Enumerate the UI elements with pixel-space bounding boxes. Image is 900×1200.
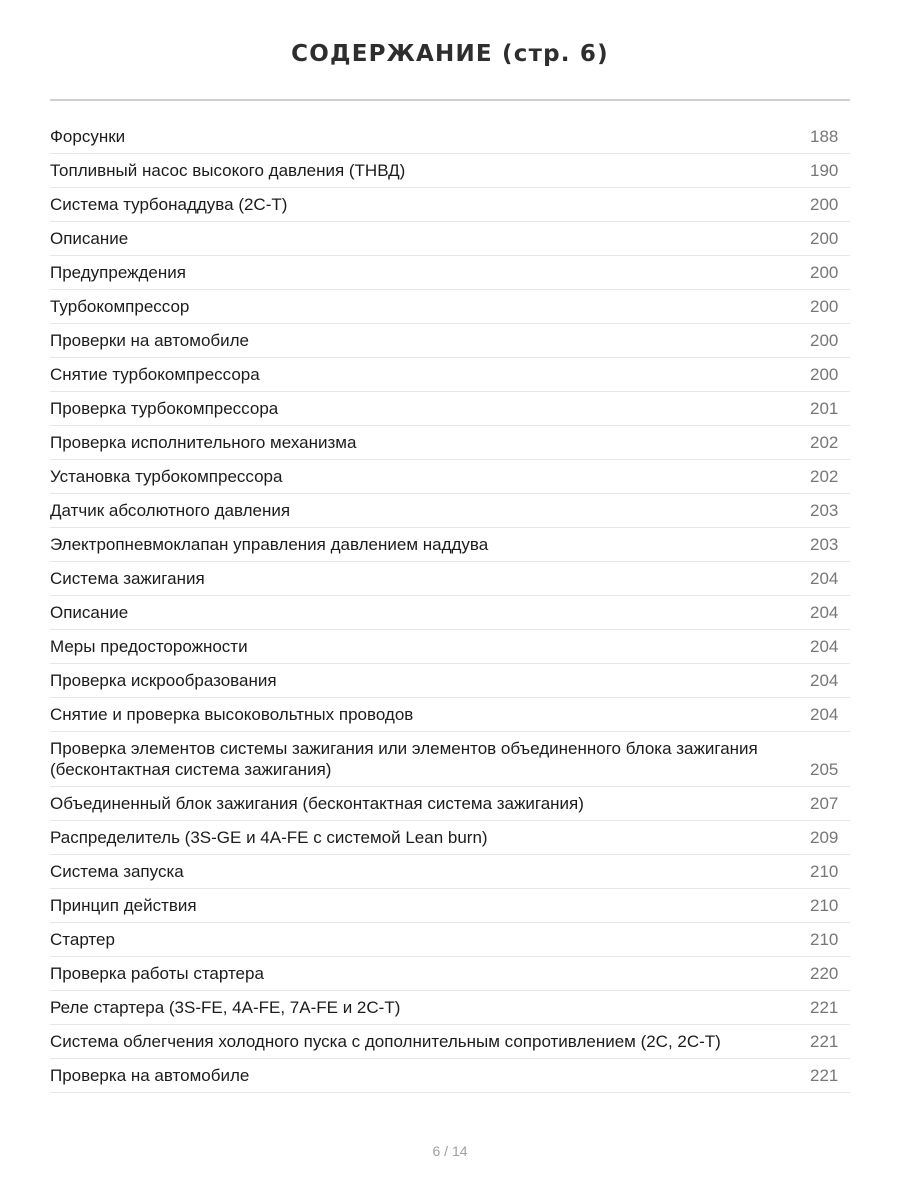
toc-entry[interactable] — [50, 957, 850, 991]
toc-entry[interactable] — [50, 120, 850, 154]
toc-entry-page: 209 — [810, 828, 839, 847]
toc-entry-title: Проверка на автомобиле — [50, 1066, 250, 1085]
toc-entry-title: Объединенный блок зажигания (бесконтактная система зажигания) — [50, 794, 584, 813]
toc-entry-title: Установка турбокомпрессора — [50, 467, 283, 486]
toc-entry-title: Система облегчения холодного пуска с дополнительным сопротивлением (2С, 2С-Т) — [50, 1032, 721, 1051]
toc-entry-title: Система турбонаддува (2С-Т) — [50, 195, 288, 214]
toc-entry[interactable] — [50, 855, 850, 889]
toc-entry-title: Проверка искрообразования — [50, 671, 277, 690]
toc-entry[interactable] — [50, 889, 850, 923]
toc-entry-title: Топливный насос высокого давления (ТНВД) — [50, 161, 406, 180]
toc-entry-page: 207 — [810, 794, 839, 813]
toc-entry[interactable] — [50, 562, 850, 596]
toc-entry-title: Проверка элементов системы зажигания или элементов объединенного блока зажигания (бесконтактная система зажигания) — [50, 739, 758, 779]
toc-entry-page: 221 — [810, 998, 839, 1017]
toc-entry-title: Описание — [50, 229, 129, 248]
toc-entry[interactable] — [50, 290, 850, 324]
toc-entry-title: Проверка исполнительного механизма — [50, 433, 357, 452]
toc-entry-title: Реле стартера (3S-FE, 4A-FE, 7A-FE и 2С-Т) — [50, 998, 401, 1017]
toc-entry-title: Турбокомпрессор — [50, 297, 190, 316]
toc-entry[interactable] — [50, 528, 850, 562]
toc-entry[interactable] — [50, 256, 850, 290]
toc-entry-page: 204 — [810, 671, 839, 690]
toc-entry[interactable] — [50, 324, 850, 358]
toc-entry[interactable] — [50, 787, 850, 821]
toc-entry-title: Форсунки — [50, 127, 126, 146]
title-divider — [50, 99, 850, 101]
toc-entry-page: 221 — [810, 1032, 839, 1051]
toc-entry[interactable] — [50, 358, 850, 392]
toc-entry-title: Предупреждения — [50, 263, 186, 282]
toc-entry-title: Проверки на автомобиле — [50, 331, 250, 350]
toc-entry-page: 200 — [810, 297, 839, 316]
toc-entry-page: 202 — [810, 467, 839, 486]
toc-entry-page: 200 — [810, 331, 839, 350]
toc-entry[interactable] — [50, 821, 850, 855]
toc-entry-title: Проверка турбокомпрессора — [50, 399, 279, 418]
toc-entry-page: 203 — [810, 535, 839, 554]
toc-entry-title: Снятие турбокомпрессора — [50, 365, 260, 384]
toc-entry-title: Система запуска — [50, 862, 184, 881]
toc-entry-title: Проверка работы стартера — [50, 964, 264, 983]
toc-entry-title: Система зажигания — [50, 569, 205, 588]
toc-entry[interactable] — [50, 188, 850, 222]
toc-entry-title: Стартер — [50, 930, 115, 949]
toc-entry-page: 204 — [810, 637, 839, 656]
toc-entry[interactable] — [50, 596, 850, 630]
toc-entry-page: 205 — [810, 760, 839, 779]
toc-entry[interactable] — [50, 698, 850, 732]
toc-entry-page: 203 — [810, 501, 839, 520]
toc-entry-title: Электропневмоклапан управления давлением наддува — [50, 535, 489, 554]
toc-entry-page: 204 — [810, 603, 839, 622]
toc-entry[interactable] — [50, 460, 850, 494]
page-indicator: 6 / 14 — [432, 1143, 468, 1159]
toc-entry-page: 204 — [810, 569, 839, 588]
toc-entry[interactable] — [50, 494, 850, 528]
toc-entry[interactable] — [50, 732, 850, 787]
toc-entry-page: 190 — [810, 161, 839, 180]
toc-entry-page: 204 — [810, 705, 839, 724]
toc-entry[interactable] — [50, 154, 850, 188]
toc-entry-page: 200 — [810, 195, 839, 214]
toc-entry-title: Снятие и проверка высоковольтных проводов — [50, 705, 414, 724]
toc-entry-page: 202 — [810, 433, 839, 452]
toc-entry-title: Описание — [50, 603, 129, 622]
toc-entry[interactable] — [50, 392, 850, 426]
toc-entry-title: Датчик абсолютного давления — [50, 501, 291, 520]
toc-entry[interactable] — [50, 1025, 850, 1059]
toc-entry[interactable] — [50, 1059, 850, 1093]
toc-entry[interactable] — [50, 630, 850, 664]
toc-entry-page: 210 — [810, 896, 839, 915]
toc-entry-page: 188 — [810, 127, 839, 146]
toc-entry[interactable] — [50, 991, 850, 1025]
toc-entry-page: 220 — [810, 964, 839, 983]
toc-entry-page: 201 — [810, 399, 839, 418]
table-of-contents — [50, 120, 850, 1093]
toc-entry-title: Принцип действия — [50, 896, 197, 915]
toc-entry-page: 200 — [810, 229, 839, 248]
toc-entry-page: 200 — [810, 365, 839, 384]
toc-entry-title: Распределитель (3S-GE и 4A-FE с системой Lean burn) — [50, 828, 488, 847]
toc-entry-page: 210 — [810, 930, 839, 949]
toc-entry[interactable] — [50, 426, 850, 460]
toc-entry-page: 200 — [810, 263, 839, 282]
page-title: СОДЕРЖАНИЕ (стр. 6) — [291, 41, 609, 67]
toc-entry[interactable] — [50, 923, 850, 957]
toc-entry[interactable] — [50, 222, 850, 256]
toc-entry-page: 210 — [810, 862, 839, 881]
toc-entry-page: 221 — [810, 1066, 839, 1085]
toc-entry[interactable] — [50, 664, 850, 698]
toc-entry-title: Меры предосторожности — [50, 637, 248, 656]
